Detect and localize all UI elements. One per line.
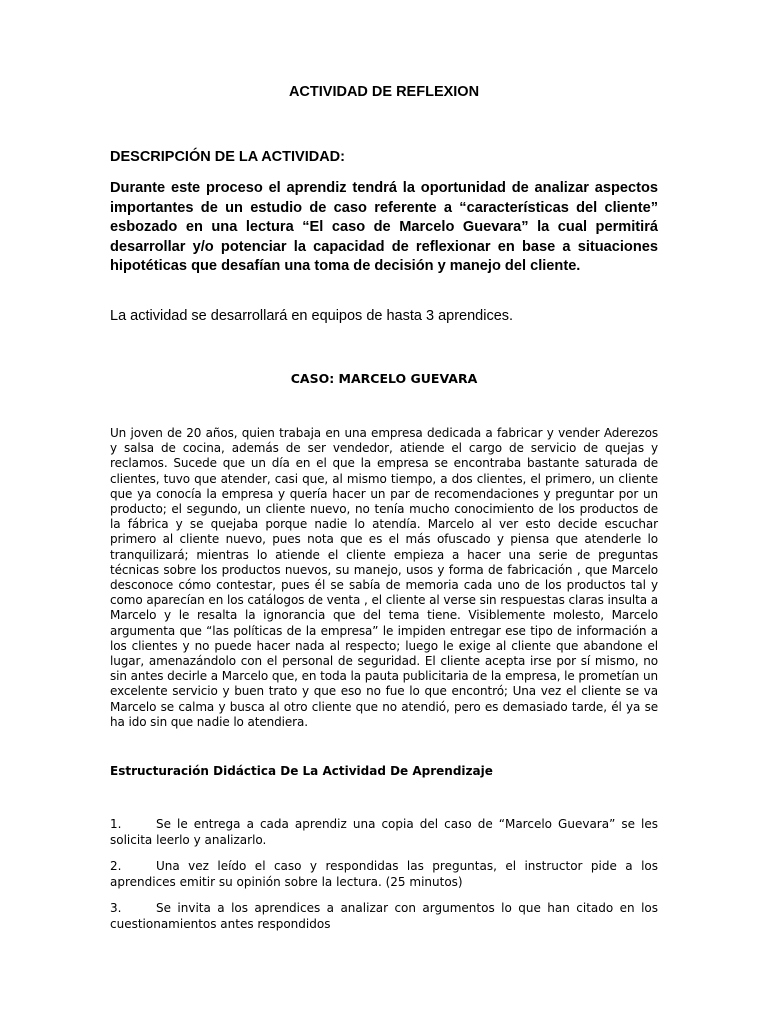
list-item-text: Se le entrega a cada aprendiz una copia del caso de “Marcelo Guevara” se les solicita leerlo y analizarlo. [110,817,658,847]
list-item [110,901,658,932]
list-item-number: 2. [110,859,122,873]
case-title: CASO: MARCELO GUEVARA [290,371,478,386]
list-item-number: 3. [110,901,122,915]
list-item-text: Se invita a los aprendices a analizar con argumentos lo que han citado en los cuestionamientos antes respondidos [110,901,658,931]
document-title: ACTIVIDAD DE REFLEXION [288,84,480,100]
list-item [110,859,658,890]
description-body: Durante este proceso el aprendiz tendrá la oportunidad de analizar aspectos importantes de un estudio de caso referente a “características del cliente” esbozado en una lectura “El caso de Marcelo Guevara” la cual permitirá desarrollar y/o potenciar la capacidad de reflexionar en base a situaciones hipotéticas que desafían una toma de decisión y manejo del cliente. [110,180,658,274]
list-item-number: 1. [110,817,122,831]
list-item [110,817,658,848]
description-note: La actividad se desarrollará en equipos de hasta 3 aprendices. [110,308,514,324]
structure-heading: Estructuración Didáctica De La Actividad De Aprendizaje [110,764,493,778]
case-body: Un joven de 20 años, quien trabaja en una empresa dedicada a fabricar y vender Aderezos y salsa de cocina, además de ser vendedor, atiende el cargo de servicio de quejas y reclamos. Sucede que un día en el que la empresa se encontraba bastante saturada de clientes, tuvo que atender, casi que, al mismo tiempo, a dos clientes, el primero, un cliente que ya conocía la empresa y quería hacer un par de recomendaciones y preguntar por un producto; el segundo, un cliente nuevo, no tenía mucho conocimiento de los productos de la fábrica y se quejaba porque nadie lo atendía. Marcelo al ver esto decide escuchar primero al cliente nuevo, pues nota que es el más ofuscado y piensa que atenderle lo tranquilizará; mientras lo atiende el cliente empieza a hacer una serie de preguntas técnicas sobre los productos nuevos, su manejo, usos y forma de fabricación , que Marcelo desconoce cómo contestar, pues él se sabía de memoria cada uno de los productos tal y como aparecían en los catálogos de venta , el cliente al verse sin respuestas claras insulta a Marcelo y le resalta la ignorancia que del tema tiene. Visiblemente molesto, Marcelo argumenta que “las políticas de la empresa” le impiden entregar ese tipo de información a los clientes y no puede hacer nada al respecto; luego le exige al cliente que abandone el lugar, amenazándolo con el personal de seguridad. El cliente acepta irse por sí mismo, no sin antes decirle a Marcelo que, en toda la pauta publicitaria de la empresa, le prometían un excelente servicio y buen trato y que eso no fue lo que encontró; Una vez el cliente se va Marcelo se calma y busca al otro cliente que no atendió, pero es demasiado tarde, él ya se ha ido sin que nadie lo atendiera. [110,426,658,729]
list-item-text: Una vez leído el caso y respondidas las preguntas, el instructor pide a los aprendices emitir su opinión sobre la lectura. (25 minutos) [110,859,658,889]
description-heading: DESCRIPCIÓN DE LA ACTIVIDAD: [110,149,345,165]
